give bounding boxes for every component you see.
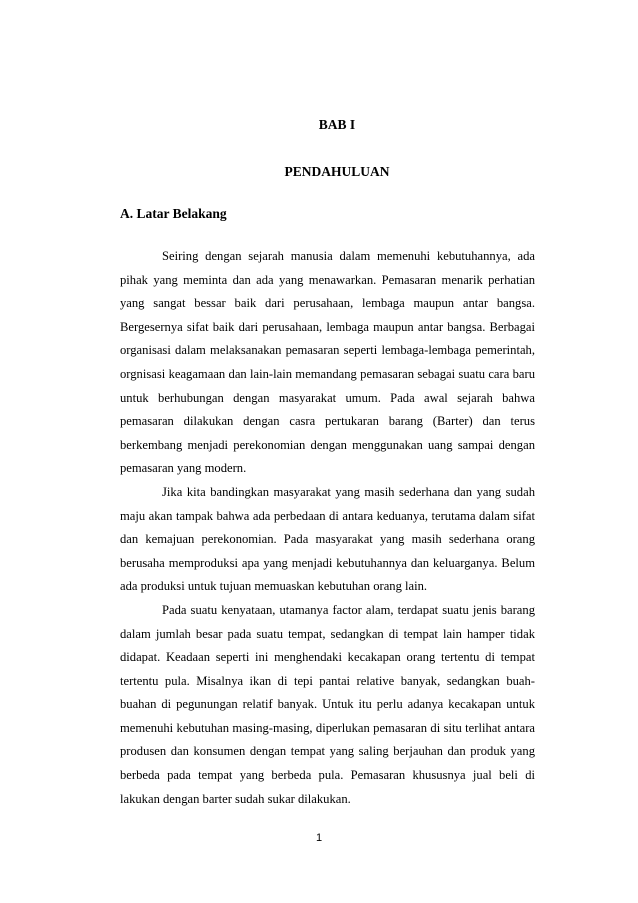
section-heading: A. Latar Belakang (120, 206, 227, 221)
paragraph: Jika kita bandingkan masyarakat yang masih sederhana dan yang sudah maju akan tampak bahwa ada perbedaan di antara keduanya, terutama dalam sifat dan kemajuan perekonomian. Pada masyarakat yang masih sederhana orang berusaha memproduksi apa yang menjadi kebutuhannya dan keluarganya. Belum ada produksi untuk tujuan memuaskan kebutuhan orang lain. (120, 484, 535, 594)
body-text (120, 245, 535, 811)
chapter-number: BAB I (318, 117, 356, 132)
paragraph: Seiring dengan sejarah manusia dalam memenuhi kebutuhannya, ada pihak yang meminta dan ada yang menawarkan. Pemasaran menarik perhatian yang sangat bessar baik dari perusahaan, lembaga maupun antar bangsa. Bergesernya sifat baik dari perusahaan, lembaga maupun antar bangsa. Berbagai organisasi dalam melaksanakan pemasaran seperti lembaga-lembaga pemerintah, orgnisasi keagamaan dan lain-lain memandang pemasaran sebagai suatu cara baru untuk berhubungan dengan masyarakat umum. Pada awal sejarah bahwa pemasaran dilakukan dengan casra pertukaran barang (Barter) dan terus berkembang menjadi perekonomian dengan menggunakan uang sampai dengan pemasaran yang modern. (120, 249, 535, 476)
paragraph: Pada suatu kenyataan, utamanya factor alam, terdapat suatu jenis barang dalam jumlah besar pada suatu tempat, sedangkan di tempat lain hamper tidak didapat. Keadaan seperti ini menghendaki kecakapan orang tertentu di tempat tertentu pula. Misalnya ikan di tepi pantai relative banyak, sedangkan buah-buahan di pegunungan relatif banyak. Untuk itu perlu adanya kecakapan untuk memenuhi kebutuhan masing-masing, diperlukan pemasaran di situ terlihat antara produsen dan konsumen dengan tempat yang saling berjauhan dan produk yang berbeda pada tempat yang berbeda pula. Pemasaran khususnya jual beli di lakukan dengan barter sudah sukar dilakukan. (120, 602, 535, 806)
page-number: 1 (315, 832, 323, 844)
chapter-title: PENDAHULUAN (284, 164, 390, 179)
